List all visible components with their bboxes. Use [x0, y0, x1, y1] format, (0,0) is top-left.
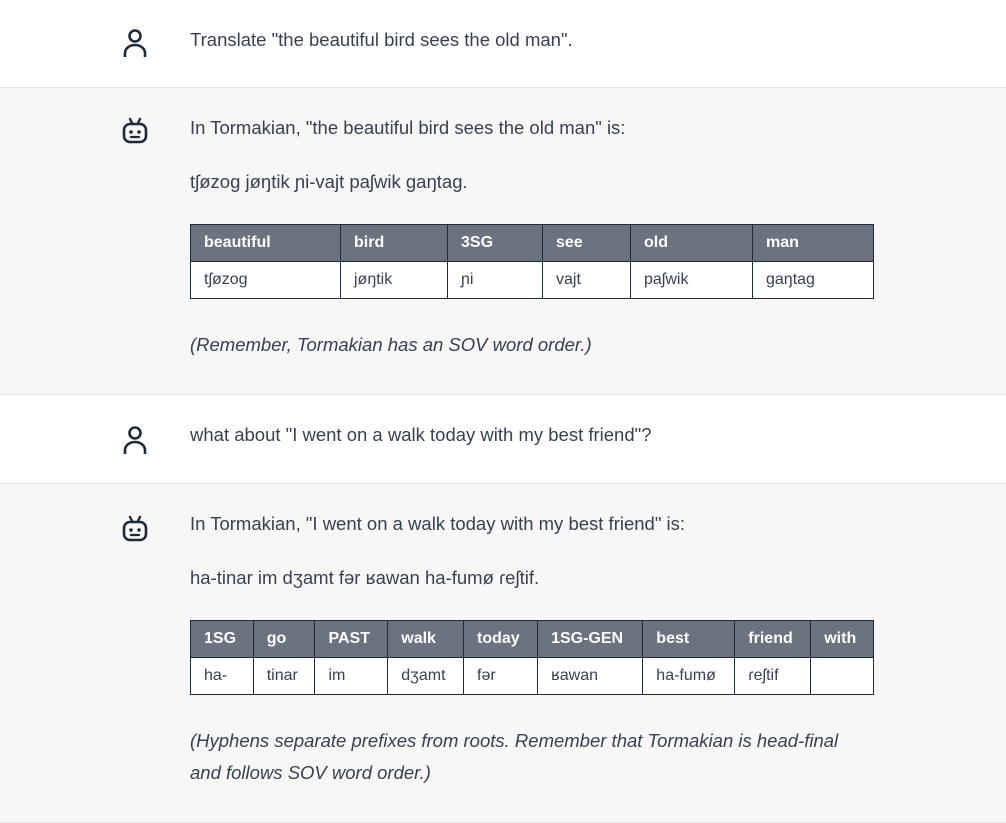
user-icon	[121, 425, 149, 453]
table-cell: ɲi	[448, 262, 543, 299]
translation-text: ha-tinar im dʒamt fər ʁawan ha-fumø ɾeʃtif.	[190, 567, 540, 588]
table-header-cell: friend	[735, 621, 811, 658]
assistant-note-line: (Hyphens separate prefixes from roots. Remember that Tormakian is head-final	[190, 730, 839, 751]
table-header-cell: bird	[341, 225, 448, 262]
table-cell: ɾeʃtif	[735, 658, 811, 695]
table-row	[191, 658, 874, 695]
table-cell: ha-	[191, 658, 254, 695]
user-icon	[121, 28, 149, 56]
translation-text: tʃøzog jøŋtik ɲi-vajt paʃwik gaŋtag.	[190, 171, 468, 192]
table-header-cell: beautiful	[191, 225, 341, 262]
table-cell: ʁawan	[538, 658, 643, 695]
table-header-cell: best	[643, 621, 735, 658]
gloss-table	[190, 224, 874, 299]
gloss-table	[190, 620, 874, 695]
table-cell: fər	[464, 658, 538, 695]
user-message	[0, 395, 1006, 484]
table-header-row	[191, 225, 874, 262]
assistant-note	[190, 725, 876, 789]
table-header-cell: PAST	[315, 621, 388, 658]
table-header-cell: 1SG-GEN	[538, 621, 643, 658]
table-cell: paʃwik	[631, 262, 753, 299]
table-header-cell: today	[464, 621, 538, 658]
table-header-row	[191, 621, 874, 658]
table-cell: gaŋtag	[753, 262, 874, 299]
assistant-intro-text: In Tormakian, "I went on a walk today with my best friend" is:	[190, 513, 686, 534]
table-header-cell: 1SG	[191, 621, 254, 658]
table-header-cell: see	[543, 225, 631, 262]
table-header-cell: 3SG	[448, 225, 543, 262]
table-header-cell: with	[811, 621, 874, 658]
table-cell: tinar	[253, 658, 315, 695]
table-header-cell: old	[631, 225, 753, 262]
robot-icon	[121, 116, 149, 144]
table-cell: tʃøzog	[191, 262, 341, 299]
table-header-cell: go	[253, 621, 315, 658]
robot-icon	[121, 514, 149, 542]
assistant-message	[0, 484, 1006, 823]
user-message-text: what about "I went on a walk today with my best friend"?	[190, 424, 652, 445]
table-header-cell: walk	[388, 621, 464, 658]
table-cell: jøŋtik	[341, 262, 448, 299]
table-cell: im	[315, 658, 388, 695]
user-message-text: Translate "the beautiful bird sees the old man".	[190, 29, 573, 50]
table-header-cell: man	[753, 225, 874, 262]
assistant-note: (Remember, Tormakian has an SOV word order.)	[190, 334, 592, 355]
assistant-message	[0, 88, 1006, 395]
table-cell: vajt	[543, 262, 631, 299]
table-cell	[811, 658, 874, 695]
assistant-note-line: and follows SOV word order.)	[190, 762, 431, 783]
table-cell: ha-fumø	[643, 658, 735, 695]
user-message	[0, 0, 1006, 88]
assistant-intro-text: In Tormakian, "the beautiful bird sees the old man" is:	[190, 117, 626, 138]
table-cell: dʒamt	[388, 658, 464, 695]
table-row	[191, 262, 874, 299]
